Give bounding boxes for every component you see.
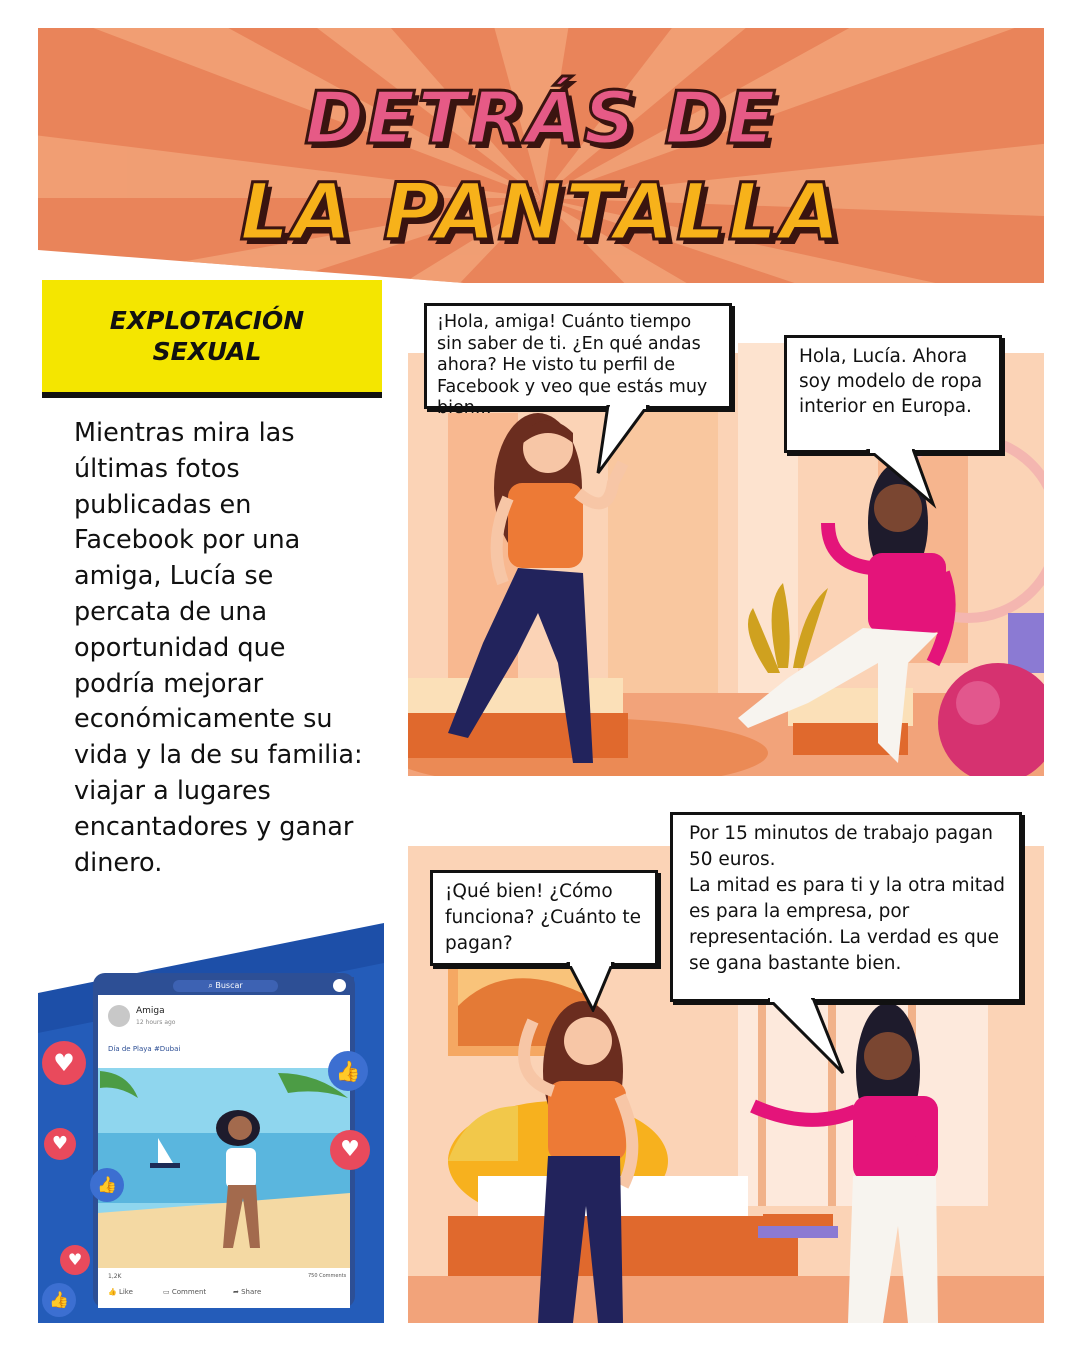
thumbs-up-icon: 👍 bbox=[42, 1283, 76, 1317]
thumbs-up-icon: 👍 bbox=[90, 1168, 124, 1202]
speech-bubble-lucia-2 bbox=[430, 870, 658, 966]
comic-page bbox=[38, 28, 1044, 1323]
share-button[interactable]: ➦ Share bbox=[233, 1288, 262, 1296]
poster-name: Amiga bbox=[136, 1006, 165, 1016]
speech-text-lucia-1: ¡Hola, amiga! Cuánto tiempo sin saber de ti. ¿En qué andas ahora? He visto tu perfil de Facebook y veo que estás muy bien... bbox=[437, 312, 708, 418]
bubble-tail-4 bbox=[768, 998, 858, 1078]
post-caption: Día de Playa #Dubai bbox=[108, 1045, 181, 1053]
heart-icon: ♥ bbox=[42, 1041, 86, 1085]
like-icon: 👍 bbox=[108, 1288, 119, 1296]
comment-button[interactable]: ▭ Comment bbox=[163, 1288, 207, 1296]
speech-bubble-lucia-1 bbox=[424, 303, 732, 418]
search-label: Buscar bbox=[215, 981, 243, 990]
search-icon: ⌕ bbox=[208, 981, 216, 990]
messenger-icon[interactable] bbox=[333, 979, 346, 992]
intro-paragraph: Mientras mira las últimas fotos publicadas en Facebook por una amiga, Lucía se percata de una oportunidad que podría mejorar económicamente su vida y la de su familia: viajar a lugares encantadores y ganar dinero. bbox=[74, 418, 363, 878]
bubble-tail-1 bbox=[588, 405, 668, 475]
facebook-phone-illustration bbox=[38, 923, 384, 1323]
comments-count: 750 Comments bbox=[308, 1273, 347, 1279]
speech-bubble-friend-1 bbox=[784, 335, 1002, 453]
section-label: EXPLOTACIÓN SEXUAL bbox=[109, 306, 305, 366]
bubble-tail-3 bbox=[558, 962, 638, 1012]
comment-icon: ▭ bbox=[163, 1288, 172, 1296]
speech-bubble-friend-2 bbox=[670, 812, 1022, 1002]
speech-text-friend-2a: Por 15 minutos de trabajo pagan 50 euros. bbox=[689, 823, 993, 870]
speech-text-lucia-2: ¡Qué bien! ¿Cómo funciona? ¿Cuánto te pagan? bbox=[445, 881, 641, 954]
avatar bbox=[108, 1005, 130, 1027]
title-line-1: DETRÁS DE bbox=[304, 76, 778, 160]
heart-icon: ♥ bbox=[44, 1128, 76, 1160]
post-time: 12 hours ago bbox=[136, 1019, 176, 1026]
speech-text-friend-1: Hola, Lucía. Ahora soy modelo de ropa interior en Europa. bbox=[799, 346, 983, 417]
heart-icon: ♥ bbox=[60, 1245, 90, 1275]
section-label-box bbox=[42, 280, 382, 392]
comic-panel-1 bbox=[408, 283, 1044, 776]
comic-panel-2 bbox=[408, 806, 1044, 1323]
like-button[interactable]: 👍 Like bbox=[108, 1288, 133, 1296]
thumbs-up-icon: 👍 bbox=[328, 1051, 368, 1091]
heart-icon: ♥ bbox=[330, 1130, 370, 1170]
speech-text-friend-2b: La mitad es para ti y la otra mitad es para la empresa, por representación. La verdad es que se gana bastante bien. bbox=[689, 875, 1006, 974]
share-icon: ➦ bbox=[233, 1288, 242, 1296]
search-bar[interactable] bbox=[173, 980, 278, 992]
reactions-count: 1,2K bbox=[108, 1273, 122, 1280]
title-line-2: LA PANTALLA bbox=[239, 168, 843, 258]
header-banner bbox=[38, 28, 1044, 318]
bubble-tail-2 bbox=[863, 449, 943, 509]
